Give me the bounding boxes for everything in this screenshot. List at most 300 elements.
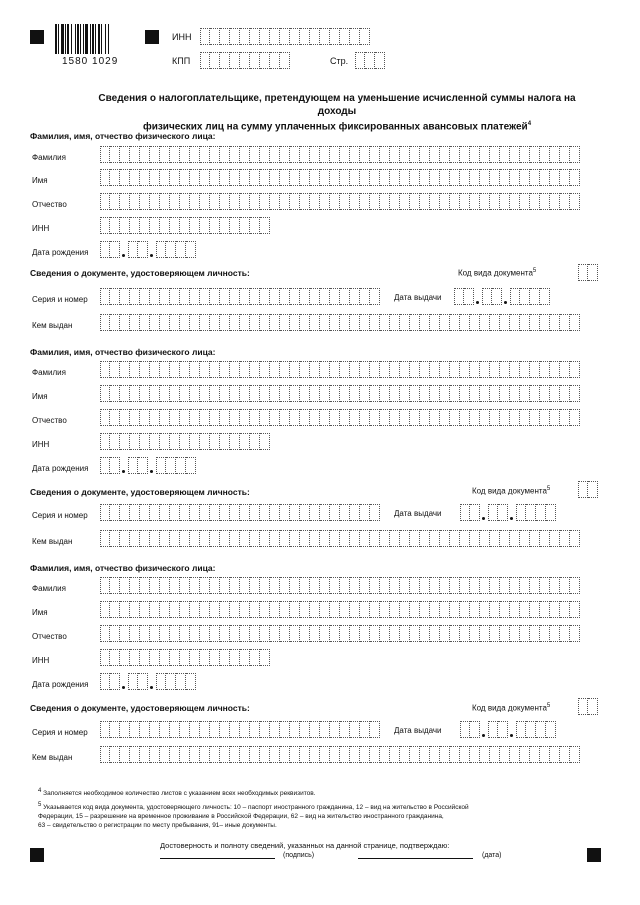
input-cell[interactable] — [200, 530, 210, 547]
input-cell[interactable] — [370, 601, 380, 618]
input-cell[interactable] — [140, 169, 150, 186]
input-cell[interactable] — [460, 385, 470, 402]
input-cell[interactable] — [490, 385, 500, 402]
input-cell[interactable] — [450, 601, 460, 618]
input-cell[interactable] — [510, 361, 520, 378]
input-cell[interactable] — [310, 193, 320, 210]
input-cell[interactable] — [220, 601, 230, 618]
input-cell[interactable] — [320, 601, 330, 618]
input-cell[interactable] — [340, 721, 350, 738]
input-cell[interactable] — [360, 746, 370, 763]
inn-field-3[interactable] — [100, 649, 270, 666]
birth-date-field-2[interactable] — [100, 457, 196, 474]
input-cell[interactable] — [180, 146, 190, 163]
input-cell[interactable] — [440, 169, 450, 186]
input-cell[interactable] — [120, 577, 130, 594]
input-cell[interactable] — [110, 385, 120, 402]
input-cell[interactable] — [460, 193, 470, 210]
input-cell[interactable] — [365, 52, 375, 69]
input-cell[interactable] — [250, 288, 260, 305]
input-cell[interactable] — [400, 193, 410, 210]
input-cell[interactable] — [280, 193, 290, 210]
input-cell[interactable] — [110, 409, 120, 426]
input-cell[interactable] — [500, 530, 510, 547]
input-cell[interactable] — [310, 625, 320, 642]
input-cell[interactable] — [530, 314, 540, 331]
input-cell[interactable] — [440, 746, 450, 763]
input-cell[interactable] — [340, 504, 350, 521]
input-cell[interactable] — [350, 625, 360, 642]
input-cell[interactable] — [100, 457, 110, 474]
date-group[interactable] — [100, 457, 120, 474]
input-cell[interactable] — [320, 721, 330, 738]
input-cell[interactable] — [510, 577, 520, 594]
input-cell[interactable] — [260, 409, 270, 426]
input-cell[interactable] — [320, 504, 330, 521]
input-cell[interactable] — [100, 193, 110, 210]
input-cell[interactable] — [200, 504, 210, 521]
input-cell[interactable] — [290, 288, 300, 305]
birth-date-field-3[interactable] — [100, 673, 196, 690]
input-cell[interactable] — [230, 52, 240, 69]
input-cell[interactable] — [220, 530, 230, 547]
input-cell[interactable] — [120, 601, 130, 618]
input-cell[interactable] — [450, 746, 460, 763]
input-cell[interactable] — [450, 385, 460, 402]
input-cell[interactable] — [340, 28, 350, 45]
input-cell[interactable] — [156, 241, 166, 258]
input-cell[interactable] — [450, 530, 460, 547]
input-cell[interactable] — [430, 193, 440, 210]
input-cell[interactable] — [110, 193, 120, 210]
input-cell[interactable] — [220, 577, 230, 594]
input-cell[interactable] — [200, 433, 210, 450]
input-cell[interactable] — [100, 530, 110, 547]
input-cell[interactable] — [110, 361, 120, 378]
input-cell[interactable] — [380, 169, 390, 186]
input-cell[interactable] — [140, 601, 150, 618]
input-cell[interactable] — [520, 361, 530, 378]
input-cell[interactable] — [470, 146, 480, 163]
input-cell[interactable] — [230, 28, 240, 45]
input-cell[interactable] — [240, 649, 250, 666]
input-cell[interactable] — [320, 288, 330, 305]
input-cell[interactable] — [470, 601, 480, 618]
input-cell[interactable] — [180, 721, 190, 738]
input-cell[interactable] — [490, 577, 500, 594]
input-cell[interactable] — [430, 409, 440, 426]
input-cell[interactable] — [240, 746, 250, 763]
input-cell[interactable] — [230, 625, 240, 642]
input-cell[interactable] — [530, 577, 540, 594]
input-cell[interactable] — [310, 288, 320, 305]
input-cell[interactable] — [375, 52, 385, 69]
input-cell[interactable] — [530, 385, 540, 402]
input-cell[interactable] — [526, 721, 536, 738]
input-cell[interactable] — [270, 409, 280, 426]
input-cell[interactable] — [310, 28, 320, 45]
input-cell[interactable] — [260, 169, 270, 186]
input-cell[interactable] — [160, 504, 170, 521]
input-cell[interactable] — [166, 457, 176, 474]
input-cell[interactable] — [550, 169, 560, 186]
issued-by-field-3[interactable] — [100, 746, 580, 763]
input-cell[interactable] — [460, 409, 470, 426]
input-cell[interactable] — [270, 169, 280, 186]
input-cell[interactable] — [370, 361, 380, 378]
input-cell[interactable] — [290, 169, 300, 186]
input-cell[interactable] — [560, 577, 570, 594]
input-cell[interactable] — [130, 625, 140, 642]
input-cell[interactable] — [130, 577, 140, 594]
input-cell[interactable] — [140, 504, 150, 521]
input-cell[interactable] — [520, 288, 530, 305]
input-cell[interactable] — [310, 577, 320, 594]
input-cell[interactable] — [210, 52, 220, 69]
input-cell[interactable] — [570, 385, 580, 402]
input-cell[interactable] — [410, 530, 420, 547]
input-cell[interactable] — [390, 146, 400, 163]
input-cell[interactable] — [540, 169, 550, 186]
input-cell[interactable] — [170, 601, 180, 618]
input-cell[interactable] — [320, 746, 330, 763]
input-cell[interactable] — [160, 530, 170, 547]
input-cell[interactable] — [100, 649, 110, 666]
input-cell[interactable] — [210, 193, 220, 210]
input-cell[interactable] — [240, 288, 250, 305]
input-cell[interactable] — [550, 193, 560, 210]
input-cell[interactable] — [170, 649, 180, 666]
input-cell[interactable] — [390, 409, 400, 426]
input-cell[interactable] — [150, 146, 160, 163]
input-cell[interactable] — [520, 625, 530, 642]
issued-by-field-2[interactable] — [100, 530, 580, 547]
input-cell[interactable] — [300, 314, 310, 331]
input-cell[interactable] — [280, 385, 290, 402]
input-cell[interactable] — [110, 530, 120, 547]
input-cell[interactable] — [230, 746, 240, 763]
input-cell[interactable] — [130, 385, 140, 402]
inn-field-1[interactable] — [100, 217, 270, 234]
date-group[interactable] — [516, 504, 556, 521]
input-cell[interactable] — [490, 146, 500, 163]
input-cell[interactable] — [488, 721, 498, 738]
input-cell[interactable] — [100, 409, 110, 426]
input-cell[interactable] — [454, 288, 464, 305]
input-cell[interactable] — [280, 52, 290, 69]
input-cell[interactable] — [470, 409, 480, 426]
input-cell[interactable] — [550, 385, 560, 402]
input-cell[interactable] — [220, 217, 230, 234]
input-cell[interactable] — [480, 385, 490, 402]
input-cell[interactable] — [220, 288, 230, 305]
input-cell[interactable] — [186, 457, 196, 474]
input-cell[interactable] — [310, 409, 320, 426]
input-cell[interactable] — [230, 146, 240, 163]
input-cell[interactable] — [330, 409, 340, 426]
input-cell[interactable] — [350, 504, 360, 521]
input-cell[interactable] — [100, 673, 110, 690]
input-cell[interactable] — [550, 361, 560, 378]
input-cell[interactable] — [310, 146, 320, 163]
input-cell[interactable] — [480, 169, 490, 186]
input-cell[interactable] — [350, 288, 360, 305]
input-cell[interactable] — [200, 409, 210, 426]
input-cell[interactable] — [170, 409, 180, 426]
input-cell[interactable] — [210, 409, 220, 426]
input-cell[interactable] — [588, 698, 598, 715]
input-cell[interactable] — [240, 193, 250, 210]
input-cell[interactable] — [350, 193, 360, 210]
input-cell[interactable] — [490, 361, 500, 378]
input-cell[interactable] — [498, 721, 508, 738]
input-cell[interactable] — [410, 361, 420, 378]
input-cell[interactable] — [110, 169, 120, 186]
input-cell[interactable] — [140, 409, 150, 426]
input-cell[interactable] — [120, 649, 130, 666]
input-cell[interactable] — [200, 361, 210, 378]
input-cell[interactable] — [570, 577, 580, 594]
input-cell[interactable] — [370, 530, 380, 547]
input-cell[interactable] — [530, 409, 540, 426]
input-cell[interactable] — [420, 601, 430, 618]
input-cell[interactable] — [180, 530, 190, 547]
input-cell[interactable] — [140, 217, 150, 234]
input-cell[interactable] — [270, 193, 280, 210]
input-cell[interactable] — [450, 146, 460, 163]
input-cell[interactable] — [320, 409, 330, 426]
input-cell[interactable] — [240, 169, 250, 186]
input-cell[interactable] — [500, 193, 510, 210]
input-cell[interactable] — [500, 146, 510, 163]
input-cell[interactable] — [440, 314, 450, 331]
input-cell[interactable] — [300, 721, 310, 738]
input-cell[interactable] — [190, 146, 200, 163]
input-cell[interactable] — [150, 433, 160, 450]
input-cell[interactable] — [170, 721, 180, 738]
input-cell[interactable] — [120, 433, 130, 450]
input-cell[interactable] — [270, 601, 280, 618]
input-cell[interactable] — [330, 288, 340, 305]
date-group[interactable] — [510, 288, 550, 305]
input-cell[interactable] — [100, 385, 110, 402]
input-cell[interactable] — [150, 361, 160, 378]
input-cell[interactable] — [480, 193, 490, 210]
input-cell[interactable] — [250, 625, 260, 642]
input-cell[interactable] — [140, 193, 150, 210]
input-cell[interactable] — [540, 625, 550, 642]
input-cell[interactable] — [280, 314, 290, 331]
input-cell[interactable] — [440, 577, 450, 594]
input-cell[interactable] — [280, 288, 290, 305]
issue-date-field-1[interactable] — [454, 288, 550, 305]
name-field-3[interactable] — [100, 601, 580, 618]
input-cell[interactable] — [100, 504, 110, 521]
input-cell[interactable] — [440, 601, 450, 618]
input-cell[interactable] — [550, 314, 560, 331]
input-cell[interactable] — [560, 409, 570, 426]
input-cell[interactable] — [370, 314, 380, 331]
input-cell[interactable] — [380, 146, 390, 163]
input-cell[interactable] — [516, 721, 526, 738]
input-cell[interactable] — [330, 504, 340, 521]
input-cell[interactable] — [370, 746, 380, 763]
input-cell[interactable] — [260, 28, 270, 45]
input-cell[interactable] — [480, 409, 490, 426]
input-cell[interactable] — [560, 314, 570, 331]
input-cell[interactable] — [420, 169, 430, 186]
input-cell[interactable] — [480, 530, 490, 547]
input-cell[interactable] — [190, 625, 200, 642]
input-cell[interactable] — [440, 193, 450, 210]
input-cell[interactable] — [150, 288, 160, 305]
input-cell[interactable] — [380, 746, 390, 763]
input-cell[interactable] — [330, 746, 340, 763]
input-cell[interactable] — [120, 409, 130, 426]
input-cell[interactable] — [210, 601, 220, 618]
input-cell[interactable] — [260, 649, 270, 666]
input-cell[interactable] — [270, 28, 280, 45]
series-number-field-2[interactable] — [100, 504, 380, 521]
input-cell[interactable] — [550, 746, 560, 763]
input-cell[interactable] — [420, 146, 430, 163]
input-cell[interactable] — [510, 625, 520, 642]
input-cell[interactable] — [530, 530, 540, 547]
input-cell[interactable] — [230, 314, 240, 331]
input-cell[interactable] — [210, 314, 220, 331]
input-cell[interactable] — [200, 577, 210, 594]
input-cell[interactable] — [350, 385, 360, 402]
input-cell[interactable] — [120, 746, 130, 763]
input-cell[interactable] — [250, 193, 260, 210]
input-cell[interactable] — [250, 217, 260, 234]
header-page-field[interactable] — [355, 52, 385, 69]
input-cell[interactable] — [100, 314, 110, 331]
input-cell[interactable] — [492, 288, 502, 305]
input-cell[interactable] — [250, 649, 260, 666]
input-cell[interactable] — [210, 146, 220, 163]
input-cell[interactable] — [450, 577, 460, 594]
input-cell[interactable] — [180, 649, 190, 666]
date-group[interactable] — [156, 673, 196, 690]
input-cell[interactable] — [540, 146, 550, 163]
input-cell[interactable] — [176, 673, 186, 690]
input-cell[interactable] — [355, 52, 365, 69]
input-cell[interactable] — [100, 217, 110, 234]
input-cell[interactable] — [320, 625, 330, 642]
input-cell[interactable] — [190, 504, 200, 521]
input-cell[interactable] — [240, 146, 250, 163]
input-cell[interactable] — [230, 530, 240, 547]
input-cell[interactable] — [280, 146, 290, 163]
input-cell[interactable] — [340, 169, 350, 186]
input-cell[interactable] — [490, 193, 500, 210]
input-cell[interactable] — [370, 409, 380, 426]
input-cell[interactable] — [160, 577, 170, 594]
input-cell[interactable] — [540, 530, 550, 547]
input-cell[interactable] — [150, 577, 160, 594]
input-cell[interactable] — [110, 217, 120, 234]
input-cell[interactable] — [270, 721, 280, 738]
input-cell[interactable] — [170, 217, 180, 234]
input-cell[interactable] — [260, 361, 270, 378]
input-cell[interactable] — [330, 625, 340, 642]
input-cell[interactable] — [200, 721, 210, 738]
input-cell[interactable] — [400, 169, 410, 186]
input-cell[interactable] — [578, 481, 588, 498]
input-cell[interactable] — [100, 169, 110, 186]
input-cell[interactable] — [560, 361, 570, 378]
input-cell[interactable] — [300, 28, 310, 45]
input-cell[interactable] — [300, 504, 310, 521]
input-cell[interactable] — [340, 409, 350, 426]
input-cell[interactable] — [530, 146, 540, 163]
input-cell[interactable] — [150, 601, 160, 618]
input-cell[interactable] — [150, 409, 160, 426]
input-cell[interactable] — [470, 385, 480, 402]
input-cell[interactable] — [130, 504, 140, 521]
input-cell[interactable] — [510, 146, 520, 163]
input-cell[interactable] — [240, 52, 250, 69]
input-cell[interactable] — [120, 146, 130, 163]
input-cell[interactable] — [290, 28, 300, 45]
input-cell[interactable] — [540, 361, 550, 378]
input-cell[interactable] — [120, 385, 130, 402]
input-cell[interactable] — [310, 721, 320, 738]
input-cell[interactable] — [250, 601, 260, 618]
input-cell[interactable] — [390, 385, 400, 402]
input-cell[interactable] — [560, 146, 570, 163]
input-cell[interactable] — [410, 385, 420, 402]
input-cell[interactable] — [170, 746, 180, 763]
input-cell[interactable] — [160, 721, 170, 738]
input-cell[interactable] — [260, 146, 270, 163]
input-cell[interactable] — [150, 625, 160, 642]
input-cell[interactable] — [180, 433, 190, 450]
input-cell[interactable] — [260, 288, 270, 305]
input-cell[interactable] — [200, 314, 210, 331]
input-cell[interactable] — [470, 577, 480, 594]
input-cell[interactable] — [400, 361, 410, 378]
input-cell[interactable] — [370, 169, 380, 186]
input-cell[interactable] — [240, 625, 250, 642]
input-cell[interactable] — [570, 146, 580, 163]
input-cell[interactable] — [430, 146, 440, 163]
input-cell[interactable] — [310, 601, 320, 618]
input-cell[interactable] — [110, 504, 120, 521]
input-cell[interactable] — [240, 601, 250, 618]
input-cell[interactable] — [240, 433, 250, 450]
input-cell[interactable] — [400, 625, 410, 642]
input-cell[interactable] — [110, 673, 120, 690]
input-cell[interactable] — [200, 193, 210, 210]
input-cell[interactable] — [390, 193, 400, 210]
date-group[interactable] — [128, 673, 148, 690]
input-cell[interactable] — [440, 385, 450, 402]
input-cell[interactable] — [360, 28, 370, 45]
input-cell[interactable] — [460, 146, 470, 163]
date-group[interactable] — [100, 673, 120, 690]
input-cell[interactable] — [320, 146, 330, 163]
input-cell[interactable] — [420, 530, 430, 547]
input-cell[interactable] — [220, 625, 230, 642]
doc-type-code-field-1[interactable] — [578, 264, 598, 281]
input-cell[interactable] — [210, 649, 220, 666]
input-cell[interactable] — [460, 530, 470, 547]
input-cell[interactable] — [180, 746, 190, 763]
input-cell[interactable] — [220, 409, 230, 426]
patronymic-field-2[interactable] — [100, 409, 580, 426]
